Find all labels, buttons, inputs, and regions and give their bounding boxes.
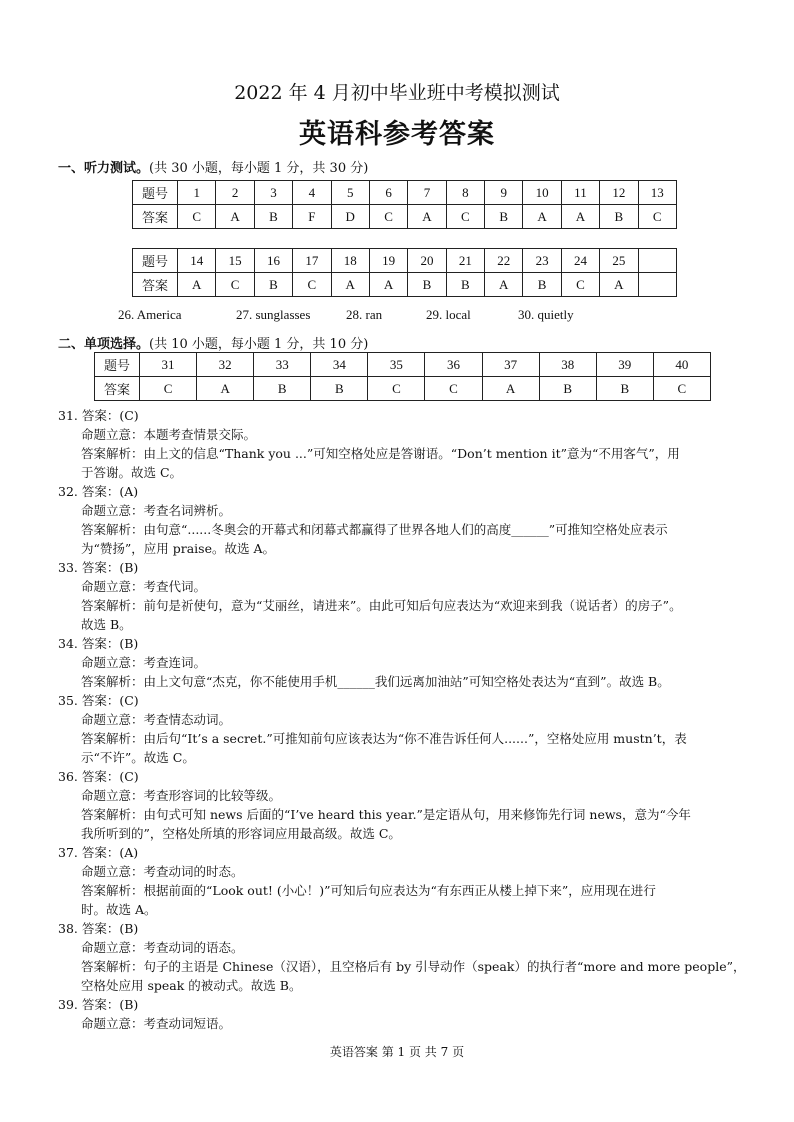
explanation-item (58, 995, 748, 1033)
fill-in-answer-27: 27. sunglasses (236, 307, 311, 322)
intent-line: 命题立意：考查名词辨析。 (81, 503, 232, 518)
choice-answer-table (94, 352, 711, 401)
answer-line: 34. 答案：(B) (58, 636, 139, 651)
row-label-answer: 答案 (133, 205, 178, 229)
answer-cell: A (482, 377, 539, 401)
answer-cell: B (254, 205, 292, 229)
intent-line: 命题立意：考查动词的语态。 (81, 940, 244, 955)
analysis-continuation: 我所听到的”，空格处所填的形容词应用最高级。故选 C。 (81, 826, 401, 841)
number-cell: 25 (600, 249, 638, 273)
answer-line: 35. 答案：(C) (58, 693, 139, 708)
answer-cell: B (523, 273, 561, 297)
number-cell: 1 (178, 181, 216, 205)
explanation-item (58, 691, 748, 767)
fill-in-answer-29: 29. local (426, 307, 471, 322)
answer-line: 37. 答案：(A) (58, 845, 139, 860)
answer-cell: A (178, 273, 216, 297)
answer-cell: C (446, 205, 484, 229)
number-cell: 14 (178, 249, 216, 273)
number-cell: 40 (653, 353, 710, 377)
answer-cell: A (331, 273, 369, 297)
answer-cell: C (368, 377, 425, 401)
answer-cell: C (293, 273, 331, 297)
answer-cell: C (561, 273, 599, 297)
table-row-answer (133, 273, 677, 297)
answer-cell: B (596, 377, 653, 401)
number-cell: 31 (140, 353, 197, 377)
answer-cell: B (254, 273, 292, 297)
table-row-number (133, 249, 677, 273)
analysis-line: 答案解析：由后句“It’s a secret.”可推知前句应该表达为“你不准告诉任何人......”，空格处应用 mustn’t，表 (81, 731, 687, 746)
answer-line: 36. 答案：(C) (58, 769, 139, 784)
analysis-line: 答案解析：由句意“......冬奥会的开幕式和闭幕式都赢得了世界各地人们的高度______”可推知空格处应表示 (81, 522, 668, 537)
number-cell: 9 (485, 181, 523, 205)
number-cell: 39 (596, 353, 653, 377)
analysis-continuation: 空格处应用 speak 的被动式。故选 B。 (81, 978, 302, 993)
answer-cell: C (216, 273, 254, 297)
section-choice-heading (58, 333, 368, 352)
section-listening-heading (58, 157, 368, 176)
analysis-line: 答案解析：根据前面的“Look out! (小心！)”可知后句应表达为“有东西正从楼上掉下来”，应用现在进行 (81, 883, 656, 898)
analysis-continuation: 故选 B。 (81, 617, 132, 632)
number-cell: 19 (369, 249, 407, 273)
number-cell: 10 (523, 181, 561, 205)
analysis-line: 答案解析：句子的主语是 Chinese（汉语），且空格后有 by 引导动作（speak）的执行者“more and more people”， (81, 959, 746, 974)
number-cell: 33 (254, 353, 311, 377)
number-cell: 32 (197, 353, 254, 377)
number-cell: 36 (425, 353, 482, 377)
number-cell: 35 (368, 353, 425, 377)
answer-line: 38. 答案：(B) (58, 921, 139, 936)
section-note: (共 10 小题，每小题 1 分，共 10 分) (149, 337, 369, 352)
answer-cell: A (600, 273, 638, 297)
intent-line: 命题立意：考查情态动词。 (81, 712, 232, 727)
answer-cell: C (140, 377, 197, 401)
analysis-continuation: 于答谢。故选 C。 (81, 465, 183, 480)
answer-cell: B (311, 377, 368, 401)
answer-cell: F (293, 205, 331, 229)
document-subtitle: 英语科参考答案 (299, 119, 495, 150)
table-row-answer (133, 205, 677, 229)
answer-line: 32. 答案：(A) (58, 484, 139, 499)
fill-in-answer-26: 26. America (118, 307, 182, 322)
intent-line: 命题立意：考查连词。 (81, 655, 207, 670)
number-cell: 3 (254, 181, 292, 205)
number-cell: 2 (216, 181, 254, 205)
answer-cell: A (408, 205, 446, 229)
listening-answer-table-1 (132, 180, 677, 229)
number-cell: 37 (482, 353, 539, 377)
answer-cell: B (485, 205, 523, 229)
answer-line: 31. 答案：(C) (58, 408, 139, 423)
answer-cell: B (539, 377, 596, 401)
answer-cell: D (331, 205, 369, 229)
number-cell: 20 (408, 249, 446, 273)
number-cell (638, 249, 676, 273)
number-cell: 34 (311, 353, 368, 377)
explanations-list (58, 406, 748, 1033)
analysis-continuation: 时。故选 A。 (81, 902, 157, 917)
number-cell: 4 (293, 181, 331, 205)
number-cell: 5 (331, 181, 369, 205)
table-row-number (133, 181, 677, 205)
number-cell: 23 (523, 249, 561, 273)
intent-line: 命题立意：本题考查情景交际。 (81, 427, 257, 442)
answer-cell: A (485, 273, 523, 297)
listening-answer-table-2 (132, 248, 677, 297)
number-cell: 11 (561, 181, 599, 205)
answer-cell: B (254, 377, 311, 401)
answer-cell: A (369, 273, 407, 297)
analysis-continuation: 示“不许”。故选 C。 (81, 750, 195, 765)
fill-in-answer-28: 28. ran (346, 307, 383, 322)
intent-line: 命题立意：考查代词。 (81, 579, 207, 594)
answer-cell: C (178, 205, 216, 229)
answer-cell: C (425, 377, 482, 401)
explanation-item (58, 406, 748, 482)
answer-cell (638, 273, 676, 297)
row-label-number: 题号 (133, 249, 178, 273)
answer-line: 33. 答案：(B) (58, 560, 139, 575)
fill-in-answer-30: 30. quietly (518, 307, 574, 322)
explanation-item (58, 558, 748, 634)
answer-cell: C (638, 205, 676, 229)
number-cell: 6 (369, 181, 407, 205)
table-row-answer (95, 377, 711, 401)
row-label-answer: 答案 (95, 377, 140, 401)
analysis-line: 答案解析：前句是祈使句，意为“艾丽丝，请进来”。由此可知后句应表达为“欢迎来到我（说话者）的房子”。 (81, 598, 682, 613)
section-note: (共 30 小题，每小题 1 分，共 30 分) (149, 161, 369, 176)
answer-cell: C (653, 377, 710, 401)
number-cell: 8 (446, 181, 484, 205)
analysis-continuation: 为“赞扬”，应用 praise。故选 A。 (81, 541, 275, 556)
number-cell: 18 (331, 249, 369, 273)
explanation-item (58, 919, 748, 995)
table-row-number (95, 353, 711, 377)
number-cell: 38 (539, 353, 596, 377)
intent-line: 命题立意：考查形容词的比较等级。 (81, 788, 282, 803)
page-footer: 英语答案 第 1 页 共 7 页 (329, 1045, 465, 1059)
number-cell: 21 (446, 249, 484, 273)
explanation-item (58, 634, 748, 691)
explanation-item (58, 482, 748, 558)
answer-cell: A (197, 377, 254, 401)
answer-cell: B (408, 273, 446, 297)
row-label-number: 题号 (133, 181, 178, 205)
analysis-line: 答案解析：由上文句意“杰克，你不能使用手机______我们远离加油站”可知空格处表达为“直到”。故选 B。 (81, 674, 670, 689)
analysis-line: 答案解析：由上文的信息“Thank you ...”可知空格处应是答谢语。“Don’t mention it”意为“不用客气”，用 (81, 446, 680, 461)
answer-cell: C (369, 205, 407, 229)
answer-cell: B (600, 205, 638, 229)
analysis-line: 答案解析：由句式可知 news 后面的“I’ve heard this year.”是定语从句，用来修饰先行词 news，意为“今年 (81, 807, 691, 822)
section-heading-text: 一、听力测试。 (58, 161, 150, 176)
number-cell: 7 (408, 181, 446, 205)
number-cell: 12 (600, 181, 638, 205)
answer-cell: A (216, 205, 254, 229)
number-cell: 17 (293, 249, 331, 273)
number-cell: 16 (254, 249, 292, 273)
number-cell: 22 (485, 249, 523, 273)
explanation-item (58, 767, 748, 843)
document-title: 2022 年 4 月初中毕业班中考模拟测试 (234, 82, 560, 104)
row-label-answer: 答案 (133, 273, 178, 297)
answer-cell: A (561, 205, 599, 229)
row-label-number: 题号 (95, 353, 140, 377)
intent-line: 命题立意：考查动词的时态。 (81, 864, 244, 879)
intent-line: 命题立意：考查动词短语。 (81, 1016, 232, 1031)
answer-line: 39. 答案：(B) (58, 997, 139, 1012)
number-cell: 13 (638, 181, 676, 205)
number-cell: 15 (216, 249, 254, 273)
answer-cell: A (523, 205, 561, 229)
number-cell: 24 (561, 249, 599, 273)
section-heading-text: 二、单项选择。 (58, 337, 150, 352)
answer-cell: B (446, 273, 484, 297)
explanation-item (58, 843, 748, 919)
